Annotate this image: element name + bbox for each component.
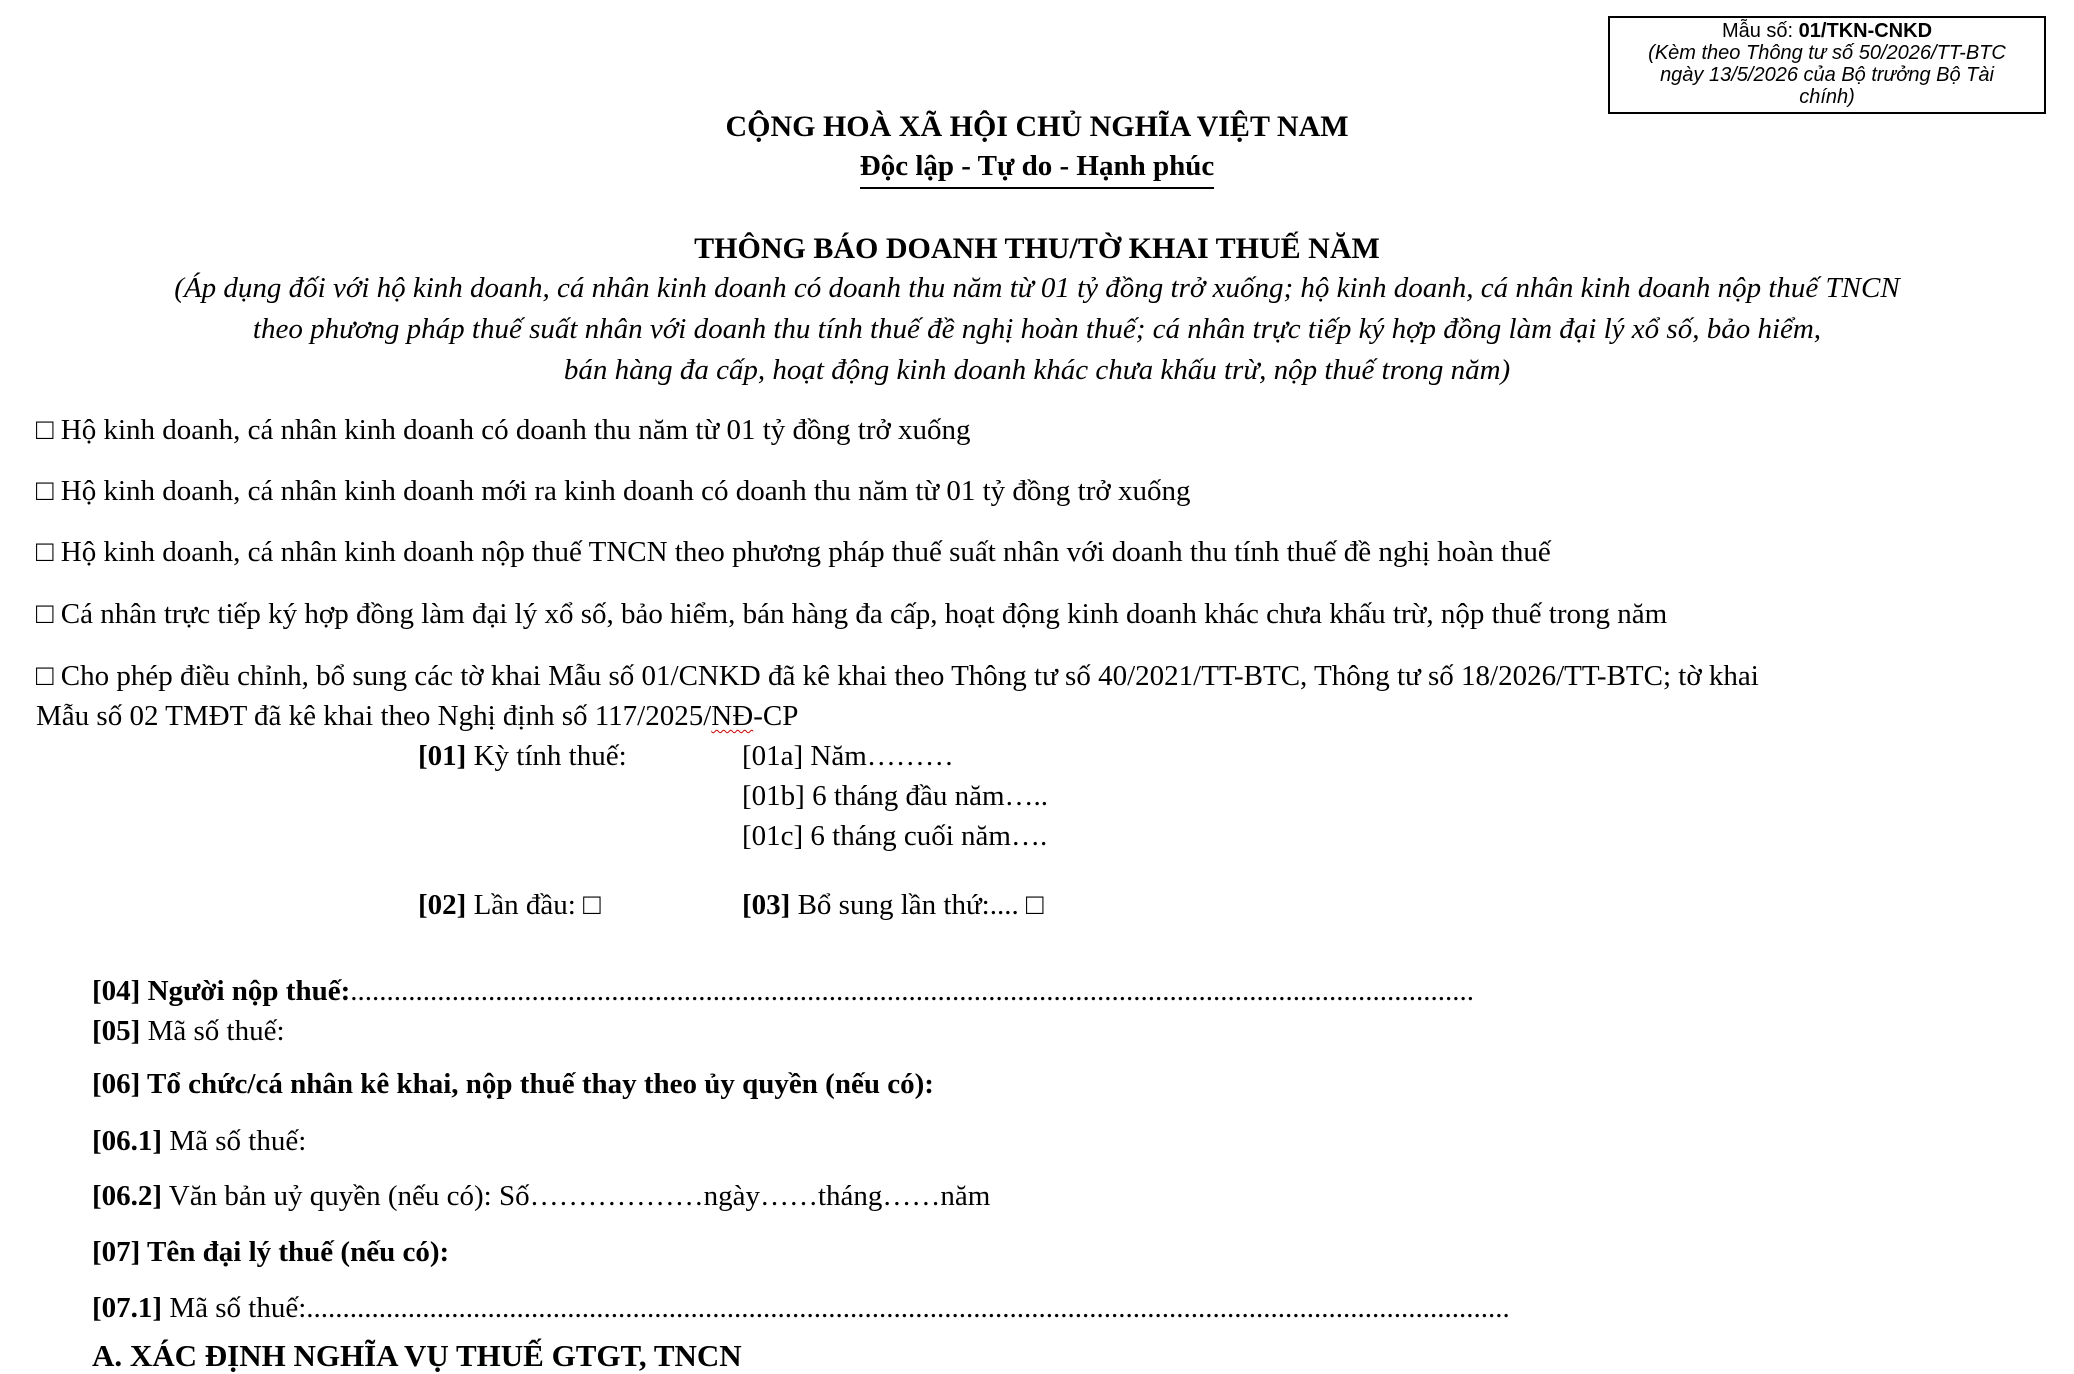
- form-issuer-line: chính): [1799, 86, 1855, 108]
- period-option-year[interactable]: [01a] Năm………: [742, 740, 954, 772]
- field-code-071: [07.1]: [92, 1292, 163, 1324]
- taxpayer-name-field[interactable]: [92, 975, 1474, 1008]
- field-label: Mã số thuế:: [140, 1015, 285, 1047]
- national-title: CỘNG HOÀ XÃ HỘI CHỦ NGHĨA VIỆT NAM: [725, 110, 1349, 143]
- field-label: Lần đầu: □: [466, 889, 601, 921]
- field-label: Mã số thuế:: [162, 1125, 307, 1157]
- spellcheck-flagged-word: NĐ: [711, 700, 754, 732]
- section-a-heading: A. XÁC ĐỊNH NGHĨA VỤ THUẾ GTGT, TNCN: [92, 1338, 742, 1373]
- checkbox-item-adjustment[interactable]: [36, 660, 1759, 693]
- checkbox-label: Hộ kinh doanh, cá nhân kinh doanh nộp thuế TNCN theo phương pháp thuế suất nhân với doanh thu tính thuế đề nghị hoàn thuế: [60, 536, 1551, 568]
- field-label: Văn bản uỷ quyền (nếu có): Số………………ngày……tháng……năm: [162, 1180, 991, 1212]
- checkbox-label: Cho phép điều chỉnh, bổ sung các tờ khai Mẫu số 01/CNKD đã kê khai theo Thông tư số 40/2021/TT-BTC, Thông tư số 18/2026/TT-BTC; tờ khai: [60, 660, 1759, 692]
- document-title: THÔNG BÁO DOANH THU/TỜ KHAI THUẾ NĂM: [694, 232, 1380, 265]
- form-code-line: [1610, 20, 2044, 42]
- form-circular-line: (Kèm theo Thông tư số 50/2026/TT-BTC: [1648, 42, 2006, 64]
- checkbox[interactable]: □: [36, 475, 54, 507]
- adjustment-text-end: -CP: [753, 700, 799, 732]
- field-label: Kỳ tính thuế:: [466, 740, 627, 772]
- first-time-option[interactable]: [418, 889, 601, 922]
- period-option-first-half[interactable]: [01b] 6 tháng đầu năm…..: [742, 780, 1049, 812]
- field-fill-dots: ...........................................................................................................................................................: [350, 975, 1474, 1007]
- field-label-04: [04] Người nộp thuế:: [92, 975, 351, 1007]
- supplement-option[interactable]: [742, 889, 1043, 922]
- field-code-062: [06.2]: [92, 1180, 163, 1212]
- checkbox[interactable]: □: [36, 598, 54, 630]
- tax-code-field[interactable]: [92, 1015, 285, 1048]
- checkbox-item-tax-refund[interactable]: [36, 536, 1551, 569]
- authorized-filer-heading: [06] Tổ chức/cá nhân kê khai, nộp thuế thay theo ủy quyền (nếu có):: [92, 1068, 934, 1100]
- checkbox[interactable]: □: [36, 414, 54, 446]
- form-code: 01/TKN-CNKD: [1798, 20, 1933, 42]
- tax-agent-code-field[interactable]: [92, 1292, 1510, 1325]
- period-option-second-half[interactable]: [01c] 6 tháng cuối năm….: [742, 820, 1048, 852]
- checkbox[interactable]: □: [36, 536, 54, 568]
- subtitle-line-1: (Áp dụng đối với hộ kinh doanh, cá nhân kinh doanh có doanh thu năm từ 01 tỷ đồng trở xuống; hộ kinh doanh, cá nhân kinh doanh nộp thuế TNCN: [174, 272, 1900, 304]
- adjustment-line-2: [36, 700, 798, 733]
- authorized-tax-code-field[interactable]: [92, 1125, 306, 1158]
- field-code-02: [02]: [418, 889, 467, 921]
- form-code-label: Mẫu số:: [1721, 20, 1799, 42]
- adjustment-text: Mẫu số 02 TMĐT đã kê khai theo Nghị định số 117/2025/: [36, 700, 712, 732]
- field-code-05: [05]: [92, 1015, 141, 1047]
- subtitle-line-3: bán hàng đa cấp, hoạt động kinh doanh khác chưa khấu trừ, nộp thuế trong năm): [563, 354, 1511, 386]
- authorization-document-field[interactable]: [92, 1180, 990, 1213]
- tax-period-label: [418, 740, 627, 773]
- field-label: Bổ sung lần thứ:.... □: [790, 889, 1044, 921]
- form-code-box: [1608, 16, 2046, 114]
- tax-agent-heading: [07] Tên đại lý thuế (nếu có):: [92, 1236, 450, 1268]
- field-code-061: [06.1]: [92, 1125, 163, 1157]
- form-date-line: ngày 13/5/2026 của Bộ trưởng Bộ Tài: [1660, 64, 1994, 86]
- checkbox[interactable]: □: [36, 660, 54, 692]
- checkbox-item-new-business[interactable]: [36, 475, 1190, 508]
- checkbox-label: Hộ kinh doanh, cá nhân kinh doanh mới ra kinh doanh có doanh thu năm từ 01 tỷ đồng trở xuống: [60, 475, 1191, 507]
- field-code-01: [01]: [418, 740, 467, 772]
- field-code-03: [03]: [742, 889, 791, 921]
- checkbox-label: Hộ kinh doanh, cá nhân kinh doanh có doanh thu năm từ 01 tỷ đồng trở xuống: [60, 414, 971, 446]
- checkbox-label: Cá nhân trực tiếp ký hợp đồng làm đại lý xổ số, bảo hiểm, bán hàng đa cấp, hoạt động kinh doanh khác chưa khấu trừ, nộp thuế trong năm: [60, 598, 1668, 630]
- checkbox-item-individual-agent[interactable]: [36, 598, 1667, 631]
- checkbox-item-revenue-under-1b[interactable]: [36, 414, 971, 447]
- national-motto: Độc lập - Tự do - Hạnh phúc: [860, 150, 1215, 189]
- motto-wrapper: [0, 150, 2074, 189]
- field-fill-dots: Mã số thuế:......................................................................................................................................................................: [162, 1292, 1510, 1324]
- subtitle-line-2: theo phương pháp thuế suất nhân với doanh thu tính thuế đề nghị hoàn thuế; cá nhân trực tiếp ký hợp đồng làm đại lý xổ số, bảo hiểm,: [252, 313, 1822, 345]
